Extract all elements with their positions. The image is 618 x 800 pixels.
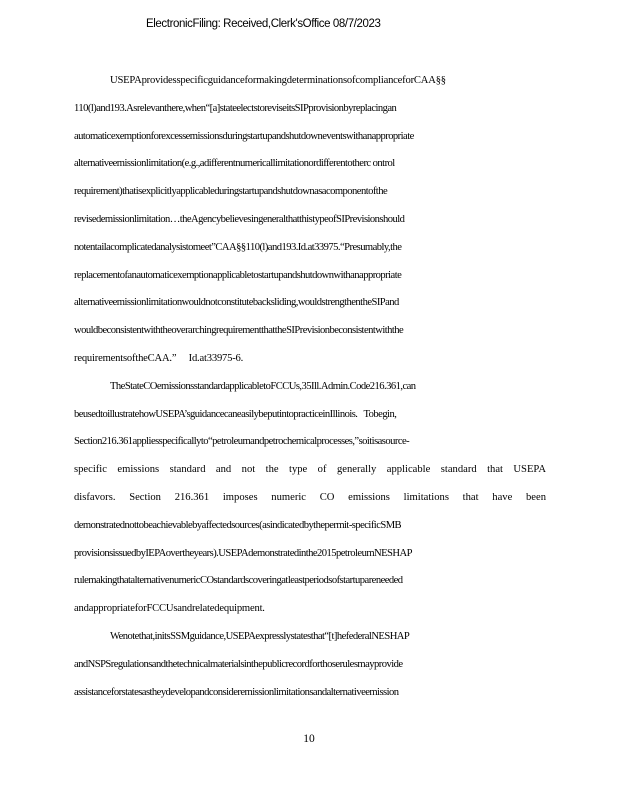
text-line: rulemakingthatalternativenumericCOstandardscoveringatleastperiodsofstartupareneeded (74, 575, 403, 587)
page-number: 10 (303, 733, 315, 745)
text-line: disfavors. Section 216.361 imposes numeric CO emissions limitations that have been (74, 491, 546, 503)
text-line: alternativeemissionlimitation(e.g.,adifferentnumericallimitationordifferentotherc ontrol (74, 158, 395, 170)
text-line: Section216.361appliesspecificallyto“petroleumandpetrochemicalprocesses,”soitisasource- (74, 436, 410, 448)
text-line: automaticexemptionforexcessemissionsduringstartupandshutdowneventswithanappropriate (74, 130, 414, 142)
text-line: provisionsissuedbyIEPAovertheyears).USEPAdemonstratedinthe2015petroleumNESHAP (74, 547, 412, 559)
text-line: andappropriateforFCCUsandrelatedequipment. (74, 603, 265, 615)
filing-stamp: ElectronicFiling: Received,Clerk'sOffice 08/7/2023 (146, 18, 381, 30)
text-line: requirement)thatisexplicitlyapplicableduringstartupandshutdownasacomponentofthe (74, 186, 388, 198)
text-line: 110(l)and193.Asrelevanthere,when“[a]stateelectstoreviseitsSIPprovisionbyreplacingan (74, 102, 397, 114)
text-line: assistanceforstatesastheydevelopandconsideremissionlimitationsandalternativeemission (74, 686, 399, 698)
text-line: requirementsoftheCAA.” Id.at33975-6. (74, 352, 244, 364)
body-text (74, 67, 546, 706)
text-line: USEPAprovidesspecificguidanceformakingdeterminationsofcomplianceforCAA§§ (110, 75, 446, 86)
text-line: wouldbeconsistentwiththeoverarchingrequirementthattheSIPrevisionbeconsistentwiththe (74, 325, 404, 337)
text-line: TheStateCOemissionsstandardapplicabletoFCCUs,35Ill.Admin.Code216.361,can (110, 380, 416, 392)
text-line: notentailacomplicatedanalysistomeet”CAA§§110(l)and193.Id.at33975.“Presumably,the (74, 241, 402, 253)
text-line: Wenotethat,initsSSMguidance,USEPAexpresslystatesthat“[t]hefederalNESHAP (110, 630, 410, 642)
text-line: revisedemissionlimitation…theAgencybelievesingeneralthatthistypeofSIPrevisionshould (74, 213, 405, 225)
text-line: replacementofanautomaticexemptionapplicabletostartupandshutdownwithanappropriate (74, 269, 402, 281)
text-line: demonstratednottobeachievablebyaffectedsources(asindicatedbythepermit-specificSMB (74, 519, 402, 531)
text-line: alternativeemissionlimitationwouldnotconstitutebacksliding,wouldstrengthentheSIPand (74, 297, 399, 309)
text-line: specific emissions standard and not the type of generally applicable standard that USEPA (74, 464, 546, 476)
text-line: andNSPSregulationsandthetechnicalmaterialsinthepublicrecordforthoserulesmayprovide (74, 658, 403, 670)
text-line: beusedtoillustratehowUSEPA’sguidancecaneasilybeputintopracticeinIllinois. Tobegin, (74, 408, 397, 420)
